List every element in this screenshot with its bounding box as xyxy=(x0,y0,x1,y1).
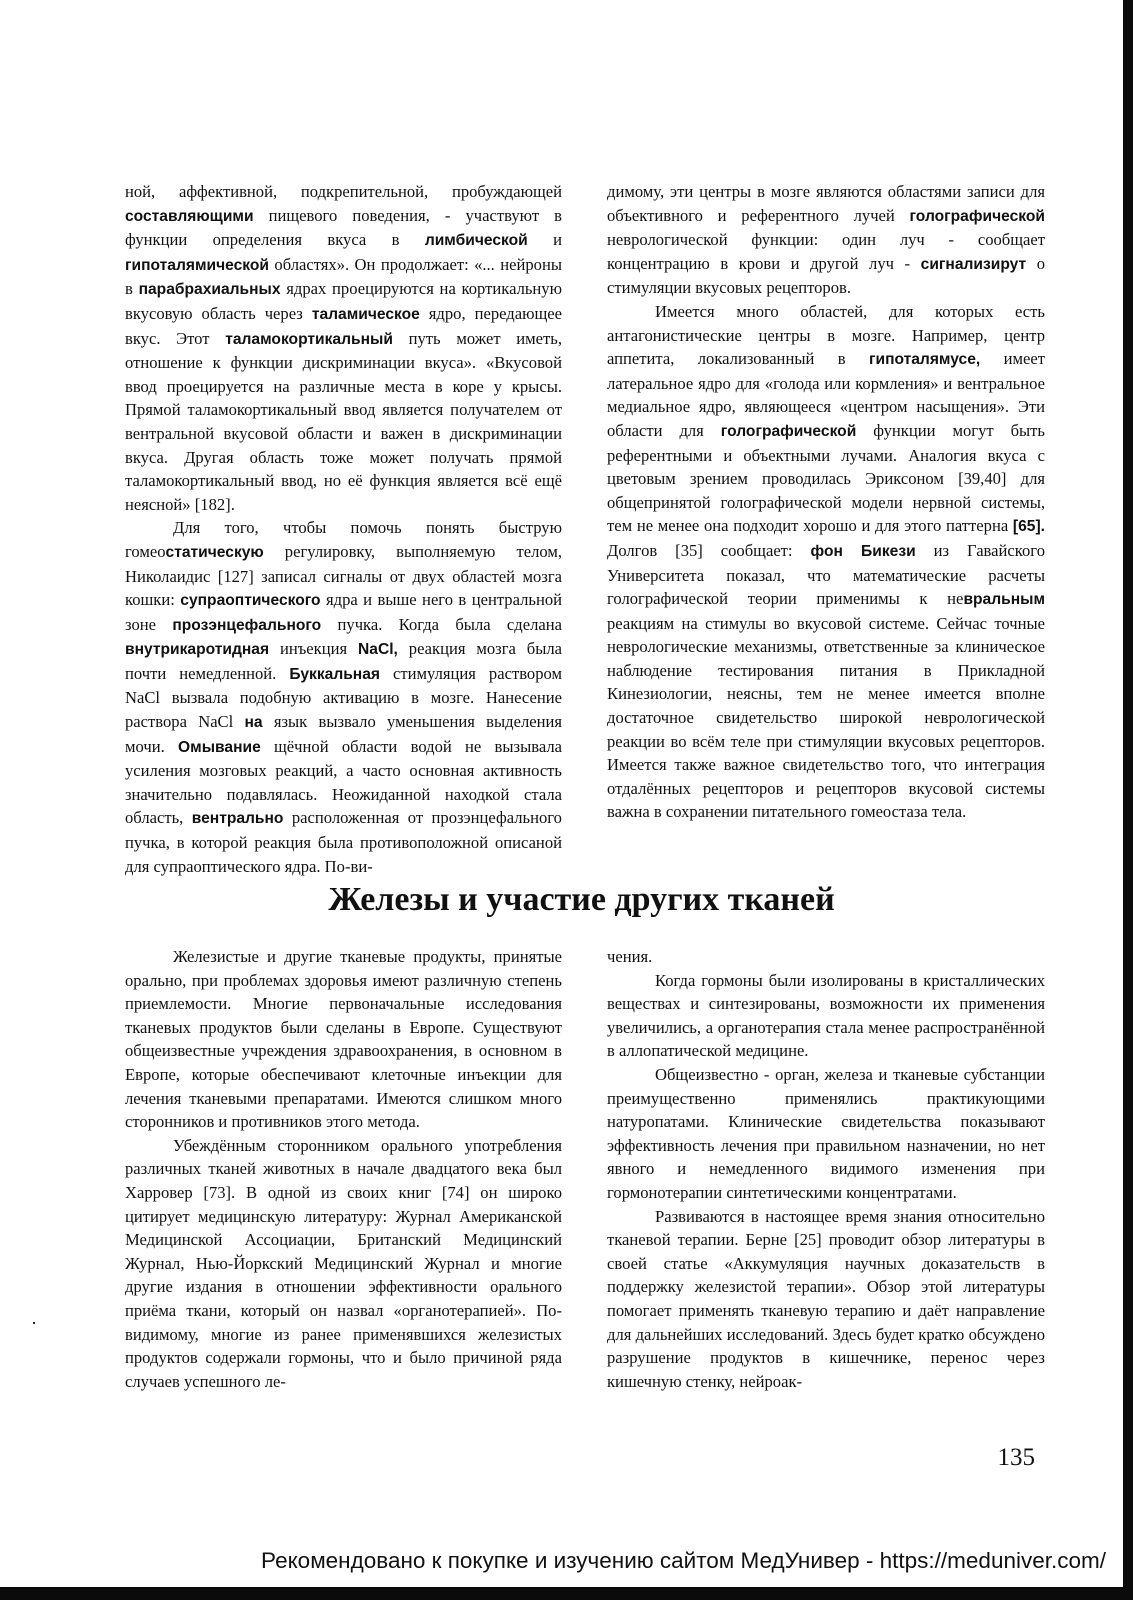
bold-term: гипоталямической xyxy=(125,256,269,274)
paragraph xyxy=(607,969,1045,1063)
text-run: о стимуляции вкусовых рецепторов. xyxy=(607,253,1045,298)
text-run: Для того, чтобы помочь понять быструю гомео xyxy=(125,518,562,561)
text-run: Долгов [35] сообщает: xyxy=(607,540,811,560)
text-run: областях». Он продолжает: «... нейроны в xyxy=(125,254,562,299)
text-column-bottom-left xyxy=(125,945,562,1393)
text-column-top-left xyxy=(125,180,562,878)
bold-term: голографической xyxy=(909,207,1045,225)
bold-term: таламическое xyxy=(311,305,420,323)
text-run: ядра и выше него в центральной зоне xyxy=(125,590,563,634)
text-run: Общеизвестно - орган, железа и тканевые субстанции преимущественно применялись практикующими натуропатами. Клинические свидетельства показывают эффективность лечения при правильном назначении, но нет явного и немедленного видимого изменения при гормонотерапии синтетическими концентратами. xyxy=(607,1064,1045,1202)
paragraph xyxy=(607,945,1045,969)
scan-speck xyxy=(33,1322,35,1324)
bold-term: парабрахиальных xyxy=(138,281,281,299)
bold-term: NaCl, xyxy=(358,641,398,659)
text-run: ядро, передающее вкус. Этот xyxy=(125,303,562,348)
text-column-bottom-right xyxy=(607,945,1045,1393)
bold-term: Омывание xyxy=(178,738,261,756)
text-run: пищевого поведения, - участвуют в функции определения вкуса в xyxy=(125,205,562,250)
bold-term: вентрально xyxy=(191,810,284,828)
text-run: инъекция xyxy=(269,639,359,659)
bold-term: фон Бикези xyxy=(810,542,916,560)
text-run: Когда гормоны были изолированы в кристаллических веществах и синтезированы, возможности их применения увеличились, а органотерапия стала менее распространённой в аллопатической медицине. xyxy=(607,970,1045,1061)
footer-recommendation: Рекомендовано к покупке и изучению сайтом МедУнивер - https://meduniver.com/ xyxy=(261,1548,1106,1573)
bold-term: внутрикаротидная xyxy=(125,641,270,659)
bold-term: вральным xyxy=(963,591,1045,609)
text-run: щёчной области водой не вызывала усиления мозговых реакций, а часто основная активность значительно подавлялась. Неожиданной находкой стала область, xyxy=(125,736,563,828)
text-run: путь может иметь, отношение к функции дискриминации вкуса». «Вкусовой ввод проецируется на различные места в коре у крысы. Прямой таламокортикальный ввод является получателем от вентральной вкусовой области и важен в дискриминации вкуса. Другая область тоже может получать прямой таламокортикальный ввод, но её функция является всё ещё неясной» [182]. xyxy=(125,328,563,514)
text-run: ядрах проецируются на кортикальную вкусовую область через xyxy=(125,279,563,323)
paragraph xyxy=(607,1205,1045,1394)
scan-edge-bottom xyxy=(0,1587,1133,1600)
bold-term: [65]. xyxy=(1012,518,1045,536)
text-run: расположенная от прозэнцефального пучка, в которой реакция была противоположной описаной для супраоптического ядра. По-ви- xyxy=(125,808,562,876)
text-run: димому, эти центры в мозге являются областями записи для объективного и референтного лучей xyxy=(607,182,1045,225)
text-run: реакциям на стимулы во вкусовой системе. Сейчас точные неврологические механизмы, ответственные за клиническое наблюдение тестирования питания в Прикладной Кинезиологии, неясны, тем не менее имеется вполне достаточное свидетельство широкой неврологической реакции во всём теле при стимуляции вкусовых рецепторов. Имеется также важное свидетельство того, что интеграция отдалённых рецепторов и рецепторов вкусовой системы важна в сохранении питательного гомеостаза тела. xyxy=(607,613,1045,822)
text-run: пучка. Когда была сделана xyxy=(321,614,562,634)
paragraph xyxy=(125,180,562,516)
text-run: и xyxy=(527,230,562,250)
bold-term: таламокортикальный xyxy=(225,330,393,348)
bold-term: супраоптического xyxy=(180,592,321,610)
paragraph xyxy=(607,1063,1045,1205)
bold-term: лимбической xyxy=(424,232,528,250)
text-run: ной, аффективной, подкрепительной, пробуждающей xyxy=(125,182,562,201)
paragraph xyxy=(125,945,562,1134)
paragraph xyxy=(125,1134,562,1394)
page-number: 135 xyxy=(997,1444,1035,1471)
bold-term: гипоталямусе, xyxy=(868,351,981,369)
text-run: язык вызвало уменьшения выделения мочи. xyxy=(125,712,562,756)
bold-term: на xyxy=(244,714,263,732)
paragraph xyxy=(607,180,1045,300)
section-heading: Железы и участие других тканей xyxy=(328,881,835,918)
text-run: регулировку, выполняемую телом, Николаидис [127] записал сигналы от двух областей мозга кошки: xyxy=(125,541,562,610)
text-run: неврологической функции: один луч - сообщает концентрацию в крови и другой луч - xyxy=(607,230,1045,273)
text-run: Убеждённым сторонником орального употребления различных тканей животных в начале двадцатого века был Харровер [73]. В одной из своих книг [74] он широко цитирует медицинскую литературу: Журнал Американской Медицинской Ассоциации, Британский Медицинский Журнал, Нью-Йоркский Медицинский Журнал и многие другие издания в отношении эффективности орального приёма ткани, который он назвал «органотерапией». По-видимому, многие из ранее применявшихся железистых продуктов содержали гормоны, что и было причиной ряда случаев успешного ле- xyxy=(125,1135,562,1391)
text-run: Железистые и другие тканевые продукты, принятые орально, при проблемах здоровья имеют различную степень приемлемости. Многие первоначальные исследования тканевых продуктов были сделаны в Европе. Существуют общеизвестные учреждения здравоохранения, в основном в Европе, которые обеспечивают клеточные инъекции для лечения тканевыми препаратами. Имеются слишком много сторонников и противников этого метода. xyxy=(125,947,562,1132)
scan-edge-right xyxy=(1123,0,1133,1600)
bold-term: сигнализирут xyxy=(920,255,1027,273)
paragraph xyxy=(607,300,1045,824)
text-run: из Гавайского Университета показал, что математические расчеты голографической теории применимы к не xyxy=(607,540,1045,609)
text-run: стимуляция раствором NaCl вызвала подобную активацию в мозге. Нанесение раствора NaCl xyxy=(125,663,563,732)
bold-term: Буккальная xyxy=(289,665,380,683)
text-run: Развиваются в настоящее время знания относительно тканевой терапии. Берне [25] проводит обзор литературы в своей статье «Аккумуляция научных доказательств в поддержку железистой терапии». Обзор этой литературы помогает применять тканевую терапию и даёт направление для дальнейших исследований. Здесь будет кратко обсуждено разрушение продуктов в кишечнике, перенос через кишечную стенку, нейроак- xyxy=(607,1206,1045,1391)
bold-term: составляющими xyxy=(125,207,254,225)
bold-term: прозэнцефального xyxy=(172,616,322,634)
text-run: имеет латеральное ядро для «голода или кормления» и вентральное медиальное ядро, являющееся «центром насыщения». Эти области для xyxy=(607,349,1045,440)
text-run: реакция мозга была почти немедленной. xyxy=(125,639,562,683)
bold-term: голографической xyxy=(720,422,857,440)
paragraph xyxy=(125,516,562,878)
bold-term: статическую xyxy=(165,543,264,561)
text-run: Имеется много областей, для которых есть антагонистические центры в мозге. Например, центр аппетита, локализованный в xyxy=(607,301,1045,369)
text-column-top-right xyxy=(607,180,1045,824)
text-run: функции могут быть референтными и объектными лучами. Аналогия вкуса с цветовым зрением проводилась Эриксоном [39,40] для общепринятой голографической модели нервной системы, тем не менее она подходит хорошо и для этого паттерна xyxy=(607,420,1046,536)
text-run: чения. xyxy=(607,947,653,966)
